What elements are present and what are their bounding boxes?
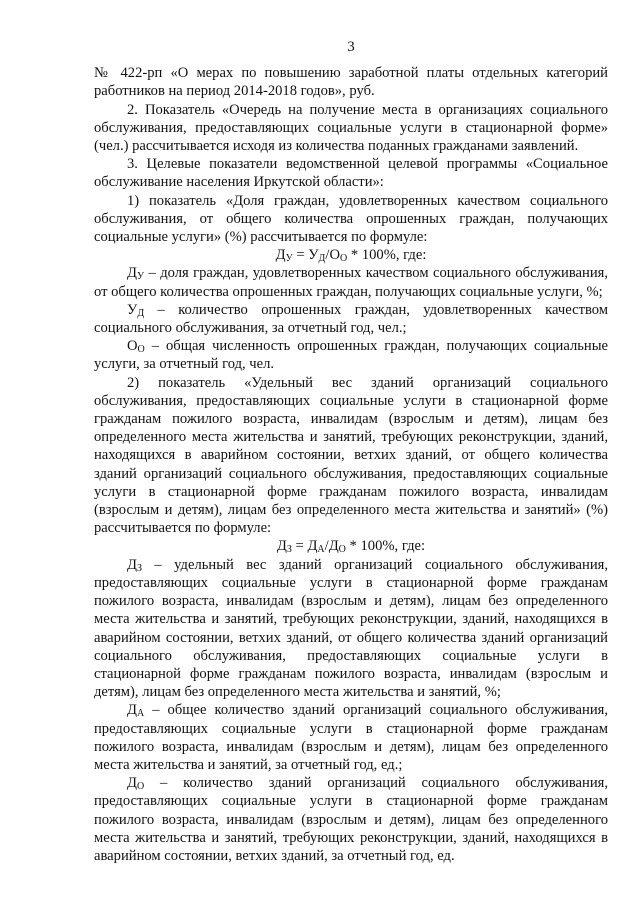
formula-buildings: $Д_З = Д_А/Д_О * 100\%$, где: xyxy=(276,538,426,556)
definition-dz: $Д_З$ – удельный вес зданий организаций социального обслуживания, предоставляющих социальные услуги в стационарной форме гражданам пожилого возраста, инвалидам (взрослым и детям), лицам без определенного места жительства и занятий, требующих реконструкции, зданий, находящихся в аварийном состоянии, ветхих зданий, от общего количества зданий организаций социального обслуживания, предоставляющих социальные услуги в стационарной форме гражданам пожилого возраста, инвалидам (взрослым и детям), лицам без определенного места жительства и занятий, %; xyxy=(94,556,608,701)
definition-do: $Д_О$ – количество зданий организаций социального обслуживания, предоставляющих социальные услуги в стационарной форме гражданам пожилого возраста, инвалидам (взрослым и детям), лицам без определенного места жительства и занятий, требующих реконструкции, зданий, находящихся в аварийном состоянии, ветхих зданий, за отчетный год, ед. xyxy=(94,775,608,864)
paragraph-indicator-share: 1) показатель «Доля граждан, удовлетворенных качеством социального обслуживания, от общего количества опрошенных граждан, получающих социальные услуги» (%) рассчитывается по формуле: xyxy=(94,192,608,246)
definition-oo: $О_О$ – общая численность опрошенных граждан, получающих социальные услуги, за отчетный год, чел. xyxy=(94,338,608,373)
paragraph-target-indicators: 3. Целевые показатели ведомственной целевой программы «Социальное обслуживание населения Иркутской области»: xyxy=(94,156,608,191)
paragraph-indicator-queue: 2. Показатель «Очередь на получение места в организациях социального обслуживания, предоставляющих социальные услуги в стационарной форме» (чел.) рассчитывается исходя из количества поданных гражданами заявлений. xyxy=(94,101,608,155)
definition-ud: $У_Д$ – количество опрошенных граждан, удовлетворенных качеством социального обслуживания, за отчетный год, чел.; xyxy=(94,301,608,337)
paragraph-continuation: № 422-рп «О мерах по повышению заработной платы отдельных категорий работников на период 2014-2018 годов», руб. xyxy=(94,65,608,100)
definition-da: $Д_А$ – общее количество зданий организаций социального обслуживания, предоставляющих социальные услуги в стационарной форме гражданам пожилого возраста, инвалидам (взрослым и детям), лицам без определенного места жительства и занятий, за отчетный год, ед.; xyxy=(94,702,608,773)
definition-du: $Д_У$ – доля граждан, удовлетворенных качеством социального обслуживания, от общего количества опрошенных граждан, получающих социальные услуги, %; xyxy=(94,265,608,300)
page-number: 3 xyxy=(347,39,355,55)
formula-share: $Д_У = У_Д/О_О * 100\%$, где: xyxy=(275,247,427,265)
paragraph-indicator-buildings: 2) показатель «Удельный вес зданий организаций социального обслуживания, предоставляющих социальные услуги в стационарной форме гражданам пожилого возраста, инвалидам (взрослым и детям), лицам без определенного места жительства и занятий, требующих реконструкции, зданий, находящихся в аварийном состоянии, ветхих зданий, от общего количества зданий организаций социального обслуживания, предоставляющих социальные услуги в стационарной форме гражданам пожилого возраста, инвалидам (взрослым и детям), лицам без определенного места жительства и занятий» (%) рассчитывается по формуле: xyxy=(94,374,608,537)
